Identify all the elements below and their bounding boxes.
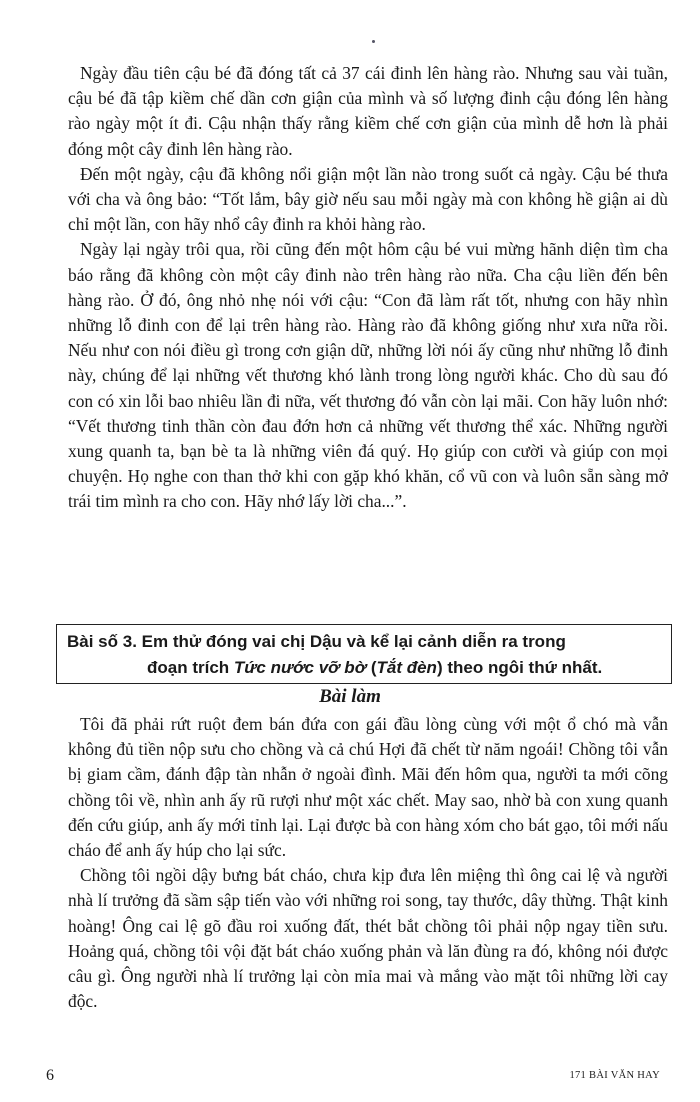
print-speck: [372, 40, 375, 43]
essay-paragraph: Chồng tôi ngồi dậy bưng bát cháo, chưa kịp đưa lên miệng thì ông cai lệ và người nhà lí trưởng đã sầm sập tiến vào với những roi song, tay thước, dây thừng. Thật kinh hoàng! Ông cai lệ gõ đầu roi xuống đất, thét bắt chồng tôi phải nộp ngay tiền sưu. Hoảng quá, chồng tôi vội đặt bát cháo xuống phản và lăn đùng ra đó, không nói được câu gì. Ông người nhà lí trưởng lại còn mỉa mai và mắng vào mặt tôi những lời cay độc.: [68, 865, 668, 1012]
task-number: Bài số 3.: [67, 632, 137, 651]
essay-paragraph: Tôi đã phải rứt ruột đem bán đứa con gái đầu lòng cùng với một ổ chó mà vẫn không đủ tiền nộp sưu cho chồng và cả chú Hợi đã chết từ năm ngoái! Chồng tôi vẫn bị giam cầm, đánh đập tàn nhẫn ở ngoài đình. Mãi đến hôm qua, người ta mới cõng chồng tôi về, nhìn anh ấy rũ rượi như một xác chết. May sao, nhờ bà con xung quanh đến cứu giúp, anh ấy mới tỉnh lại. Lại được bà con hàng xóm cho bát gạo, tôi mới nấu cháo để anh ấy húp cho lại sức.: [68, 714, 668, 861]
task-text-2c: ) theo ngôi thứ nhất.: [436, 658, 603, 677]
work-title: Tức nước vỡ bờ: [233, 658, 367, 677]
story-paragraph: Đến một ngày, cậu đã không nổi giận một lần nào trong suốt cả ngày. Cậu bé thưa với cha và ông bảo: “Tốt lắm, bây giờ nếu sau mỗi ngày mà con không hề giận ai dù chỉ một lần, con hãy nhổ cây đinh ra khỏi hàng rào.: [68, 163, 668, 235]
task-line-2: [67, 655, 671, 681]
essay-text: [68, 712, 668, 1014]
task-line-1: [67, 629, 671, 655]
task-box: [56, 624, 672, 684]
task-text-2b: (: [366, 658, 377, 677]
story-text: [68, 61, 668, 515]
story-paragraph: Ngày lại ngày trôi qua, rồi cũng đến một hôm cậu bé vui mừng hãnh diện tìm cha báo rằng đã không còn một cây đinh nào trên hàng rào nữa. Cha cậu liền đến bên hàng rào. Ở đó, ông nhỏ nhẹ nói với cậu: “Con đã làm rất tốt, nhưng con hãy nhìn những lỗ đinh con để lại trên hàng rào. Hàng rào đã không giống như xưa nữa rồi. Nếu như con nói điều gì trong cơn giận dữ, những lời nói ấy cũng như những lỗ đinh này, chúng để lại những vết thương khó lành trong lòng người khác. Cho dù sau đó con có xin lỗi bao nhiêu lần đi nữa, vết thương đó vẫn còn lại mãi. Con hãy luôn nhớ: “Vết thương tinh thần còn đau đớn hơn cả những vết thương thể xác. Những người xung quanh ta, bạn bè ta là những viên đá quý. Họ giúp con cười và giúp con mọi chuyện. Họ nghe con than thở khi con gặp khó khăn, cổ vũ con và luôn sẵn sàng mở trái tim mình ra cho con. Hãy nhớ lấy lời cha...”.: [68, 239, 668, 512]
answer-heading: Bài làm: [319, 686, 381, 707]
task-text-1: Em thử đóng vai chị Dậu và kể lại cảnh diễn ra trong: [141, 632, 566, 651]
story-paragraph: Ngày đầu tiên cậu bé đã đóng tất cả 37 cái đinh lên hàng rào. Nhưng sau vài tuần, cậu bé đã tập kiềm chế dần cơn giận của mình và số lượng đinh cậu đóng lên hàng rào ngày một ít đi. Cậu nhận thấy rằng kiềm chế cơn giận của mình dễ hơn là phải đóng một cây đinh lên hàng rào.: [68, 63, 668, 159]
running-footer-title: 171 BÀI VĂN HAY: [569, 1070, 660, 1081]
task-text-2a: đoạn trích: [147, 658, 234, 677]
page-number: 6: [46, 1067, 54, 1084]
book-title: Tắt đèn: [376, 658, 437, 677]
